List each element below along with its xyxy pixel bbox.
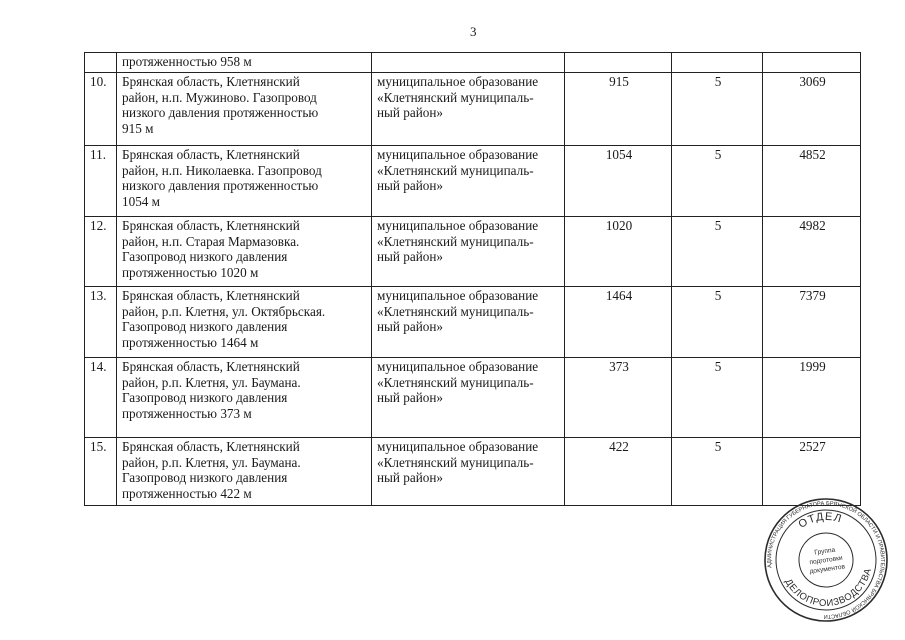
length-cell: 1464 [565, 287, 672, 358]
value-cell: 4982 [763, 217, 861, 287]
length-cell: 373 [565, 358, 672, 438]
length-cell: 422 [565, 438, 672, 506]
period-cell: 5 [672, 217, 763, 287]
row-number-cell: 10. [85, 73, 117, 146]
object-description-cell: Брянская область, Клетнянский район, н.п. Николаевка. Газопровод низкого давления протяженностью 1054 м [117, 146, 372, 217]
owner-cell: муниципальное образование «Клетнянский муниципаль- ный район» [372, 217, 565, 287]
stamp-top-text: ОТДЕЛ [796, 510, 844, 531]
value-cell: 7379 [763, 287, 861, 358]
value-cell: 2527 [763, 438, 861, 506]
owner-cell: муниципальное образование «Клетнянский муниципаль- ный район» [372, 358, 565, 438]
stamp-center-line-1: Группа [813, 546, 836, 557]
length-cell: 1054 [565, 146, 672, 217]
table-row [85, 53, 861, 73]
period-cell: 5 [672, 287, 763, 358]
value-cell [763, 53, 861, 73]
table-row [85, 73, 861, 146]
row-number-cell: 15. [85, 438, 117, 506]
row-number-cell: 11. [85, 146, 117, 217]
office-stamp [762, 496, 890, 624]
gas-pipeline-table [84, 52, 861, 506]
period-cell [672, 53, 763, 73]
length-cell: 1020 [565, 217, 672, 287]
object-description-cell: Брянская область, Клетнянский район, р.п. Клетня, ул. Баумана. Газопровод низкого давления протяженностью 373 м [117, 358, 372, 438]
owner-cell: муниципальное образование «Клетнянский муниципаль- ный район» [372, 287, 565, 358]
object-description-cell: Брянская область, Клетнянский район, н.п. Старая Мармазовка. Газопровод низкого давления протяженностью 1020 м [117, 217, 372, 287]
period-cell: 5 [672, 73, 763, 146]
stamp-center-line-2: подготовки [809, 554, 844, 567]
row-number-cell: 12. [85, 217, 117, 287]
period-cell: 5 [672, 146, 763, 217]
table-row [85, 146, 861, 217]
row-number-cell: 13. [85, 287, 117, 358]
row-number-cell [85, 53, 117, 73]
table-row [85, 287, 861, 358]
value-cell: 3069 [763, 73, 861, 146]
owner-cell: муниципальное образование «Клетнянский муниципаль- ный район» [372, 73, 565, 146]
object-description-cell: Брянская область, Клетнянский район, р.п. Клетня, ул. Баумана. Газопровод низкого давления протяженностью 422 м [117, 438, 372, 506]
object-description-cell: Брянская область, Клетнянский район, н.п. Мужиново. Газопровод низкого давления протяженностью 915 м [117, 73, 372, 146]
owner-cell [372, 53, 565, 73]
owner-cell: муниципальное образование «Клетнянский муниципаль- ный район» [372, 438, 565, 506]
value-cell: 1999 [763, 358, 861, 438]
stamp-ring-text: АДМИНИСТРАЦИЯ ГУБЕРНАТОРА БРЯНСКОЙ ОБЛАСТИ И ПРАВИТЕЛЬСТВА БРЯНСКОЙ ОБЛАСТИ [766, 500, 886, 620]
value-cell: 4852 [763, 146, 861, 217]
length-cell: 915 [565, 73, 672, 146]
table-row [85, 217, 861, 287]
period-cell: 5 [672, 438, 763, 506]
object-description-cell: протяженностью 958 м [117, 53, 372, 73]
page-number: 3 [470, 24, 477, 39]
owner-cell: муниципальное образование «Клетнянский муниципаль- ный район» [372, 146, 565, 217]
length-cell [565, 53, 672, 73]
table-row [85, 358, 861, 438]
row-number-cell: 14. [85, 358, 117, 438]
table-row [85, 438, 861, 506]
period-cell: 5 [672, 358, 763, 438]
object-description-cell: Брянская область, Клетнянский район, р.п. Клетня, ул. Октябрьская. Газопровод низкого давления протяженностью 1464 м [117, 287, 372, 358]
stamp-bottom-text: ДЕЛОПРОИЗВОДСТВА [782, 566, 875, 610]
stamp-center-line-3: документов [809, 563, 846, 576]
